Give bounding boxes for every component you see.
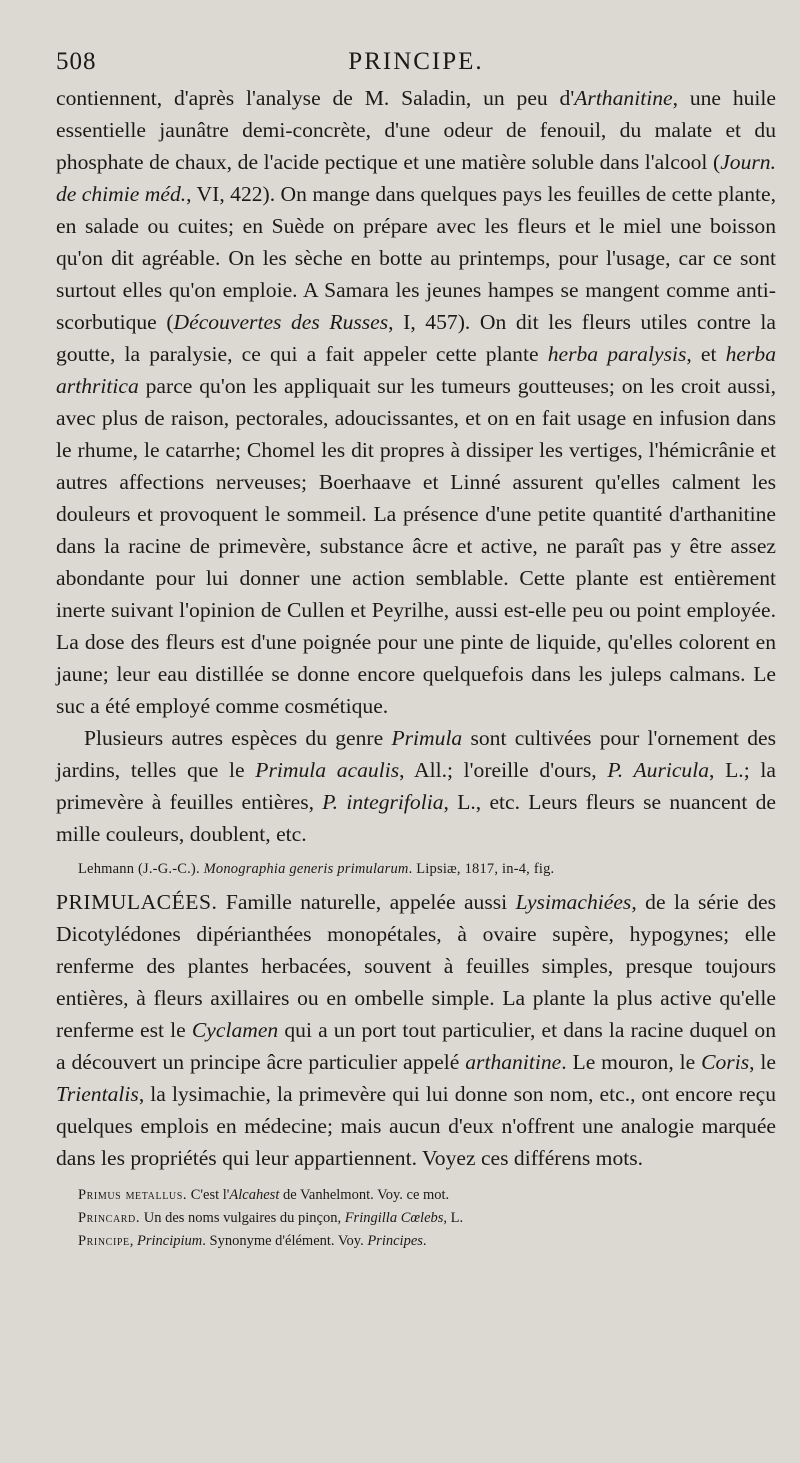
entry-primulacees [56,886,776,1174]
italic-text-run: Coris [701,1050,750,1074]
italic-text-run: Lysimachiées [515,890,632,914]
entry-primus-metallus [78,1184,776,1207]
text-run: . Le mouron, le [561,1050,702,1074]
text-run: Un des noms vulgaires du pinçon, [140,1210,345,1226]
entry-headword: PRIMULACÉES. [56,890,218,914]
italic-text-run: Principes [367,1233,423,1249]
entry-principe [78,1230,776,1253]
text-run: qui a un port tout particulier, et dans la racine duquel on a découvert un principe âcre particulier appelé [56,1018,776,1074]
text-run: , L. [443,1210,464,1226]
entry-headword: Principe [78,1233,130,1249]
running-head-title: PRINCIPE. [348,48,484,75]
text-run: Famille naturelle, appelée aussi [217,890,516,914]
italic-text-run: Monographia generis primularum [203,861,409,877]
text-run: . Lipsiæ, 1817, in-4, fig. [408,861,555,877]
bibliographic-reference [78,858,776,880]
text-run: , [129,1233,138,1249]
text-run: , I, 457). On dit les fleurs utiles contre la goutte, la paralysie, ce qui a fait appeler cette plante [56,310,776,366]
running-head [56,46,776,82]
italic-text-run: Alcahest [229,1187,280,1203]
text-run: Lehmann (J.-G.-C.). [78,861,204,877]
text-run: , la lysimachie, la primevère qui lui donne son nom, etc., ont encore reçu quelques emplois en médecine; mais aucun d'eux n'offrent une analogie marquée dans les propriétés qui leur appartiennent. Voyez ces différens mots. [56,1082,776,1170]
italic-text-run: Découvertes des Russes [173,310,389,334]
italic-text-run: Trientalis [56,1082,139,1106]
italic-text-run: P. integrifolia [322,790,444,814]
entry-headword: Princard. [78,1210,141,1226]
paragraph-primevere-uses [56,82,776,722]
text-run: , L., etc. Leurs fleurs se nuancent de mille couleurs, doublent, etc. [56,790,776,846]
paragraph-other-species [56,722,776,850]
text-run: sont cultivées pour l'ornement des jardins, telles que le [56,726,776,782]
italic-text-run: Arthanitine [574,86,673,110]
italic-text-run: Journ. de chimie méd. [56,150,776,206]
entry-headword: Primus metallus. [78,1187,188,1203]
text-run: C'est l' [187,1187,230,1203]
text-run: Plusieurs autres espèces du genre [84,726,392,750]
italic-text-run: arthanitine [465,1050,562,1074]
text-run: . [422,1233,427,1249]
entry-princard [78,1207,776,1230]
text-run: contiennent, d'après l'analyse de M. Saladin, un peu d' [56,86,575,110]
italic-text-run: Cyclamen [191,1018,279,1042]
text-run: de Vanhelmont. Voy. ce mot. [279,1187,450,1203]
italic-text-run: P. Auricula [607,758,710,782]
minor-entries [56,1184,776,1253]
text-run: , VI, 422). On mange dans quelques pays les feuilles de cette plante, en salade ou cuites; en Suède on prépare avec les fleurs et le miel une boisson qu'on dit agréable. On les sèche en botte au printemps, pour l'usage, car ce sont surtout elles qu'on emploie. A Samara les jeunes hampes se mangent comme anti-scorbutique ( [56,182,776,334]
text-run: . Synonyme d'élément. Voy. [202,1233,368,1249]
text-run: , L.; la primevère à feuilles entières, [56,758,776,814]
italic-text-run: Principium [137,1233,203,1249]
text-run: , de la série des Dicotylédones dipérianthées monopétales, à ovaire supère, hypogynes; elle renferme des plantes herbacées, souvent à feuilles simples, presque toujours entières, à fleurs axillaires ou en ombelle simple. La plante la plus active qu'elle renferme est le [56,890,776,1042]
text-run: , le [749,1050,776,1074]
text-run: , All.; l'oreille d'ours, [399,758,608,782]
text-run: , une huile essentielle jaunâtre demi-concrète, d'une odeur de fenouil, du malate et du phosphate de chaux, de l'acide pectique et une matière soluble dans l'alcool ( [56,86,776,174]
italic-text-run: Primula [391,726,463,750]
text-run: , et [686,342,726,366]
italic-text-run: Primula acaulis [255,758,400,782]
text-run: parce qu'on les appliquait sur les tumeurs goutteuses; on les croit aussi, avec plus de raison, pectorales, adoucissantes, et on en fait usage en infusion dans le rhume, le catarrhe; Chomel les dit propres à dissiper les vertiges, l'hémicrânie et autres affections nerveuses; Boerhaave et Linné assurent qu'elles calment les douleurs et provoquent le sommeil. La présence d'une petite quantité d'arthanitine dans la racine de primevère, substance âcre et active, ne paraît pas y être assez abondante pour lui donner une action semblable. Cette plante est entièrement inerte suivant l'opinion de Cullen et Peyrilhe, aussi est-elle peu ou point employée. La dose des fleurs est d'une poignée pour une pinte de liquide, qu'elles colorent en jaune; leur eau distillée se donne encore quelquefois dans les juleps calmans. Le suc a été employé comme cosmétique. [56,374,776,718]
page-number: 508 [56,48,97,75]
main-text [56,82,776,850]
italic-text-run: Fringilla Cœlebs [344,1210,444,1226]
italic-text-run: herba arthritica [56,342,776,398]
italic-text-run: herba paralysis [547,342,687,366]
